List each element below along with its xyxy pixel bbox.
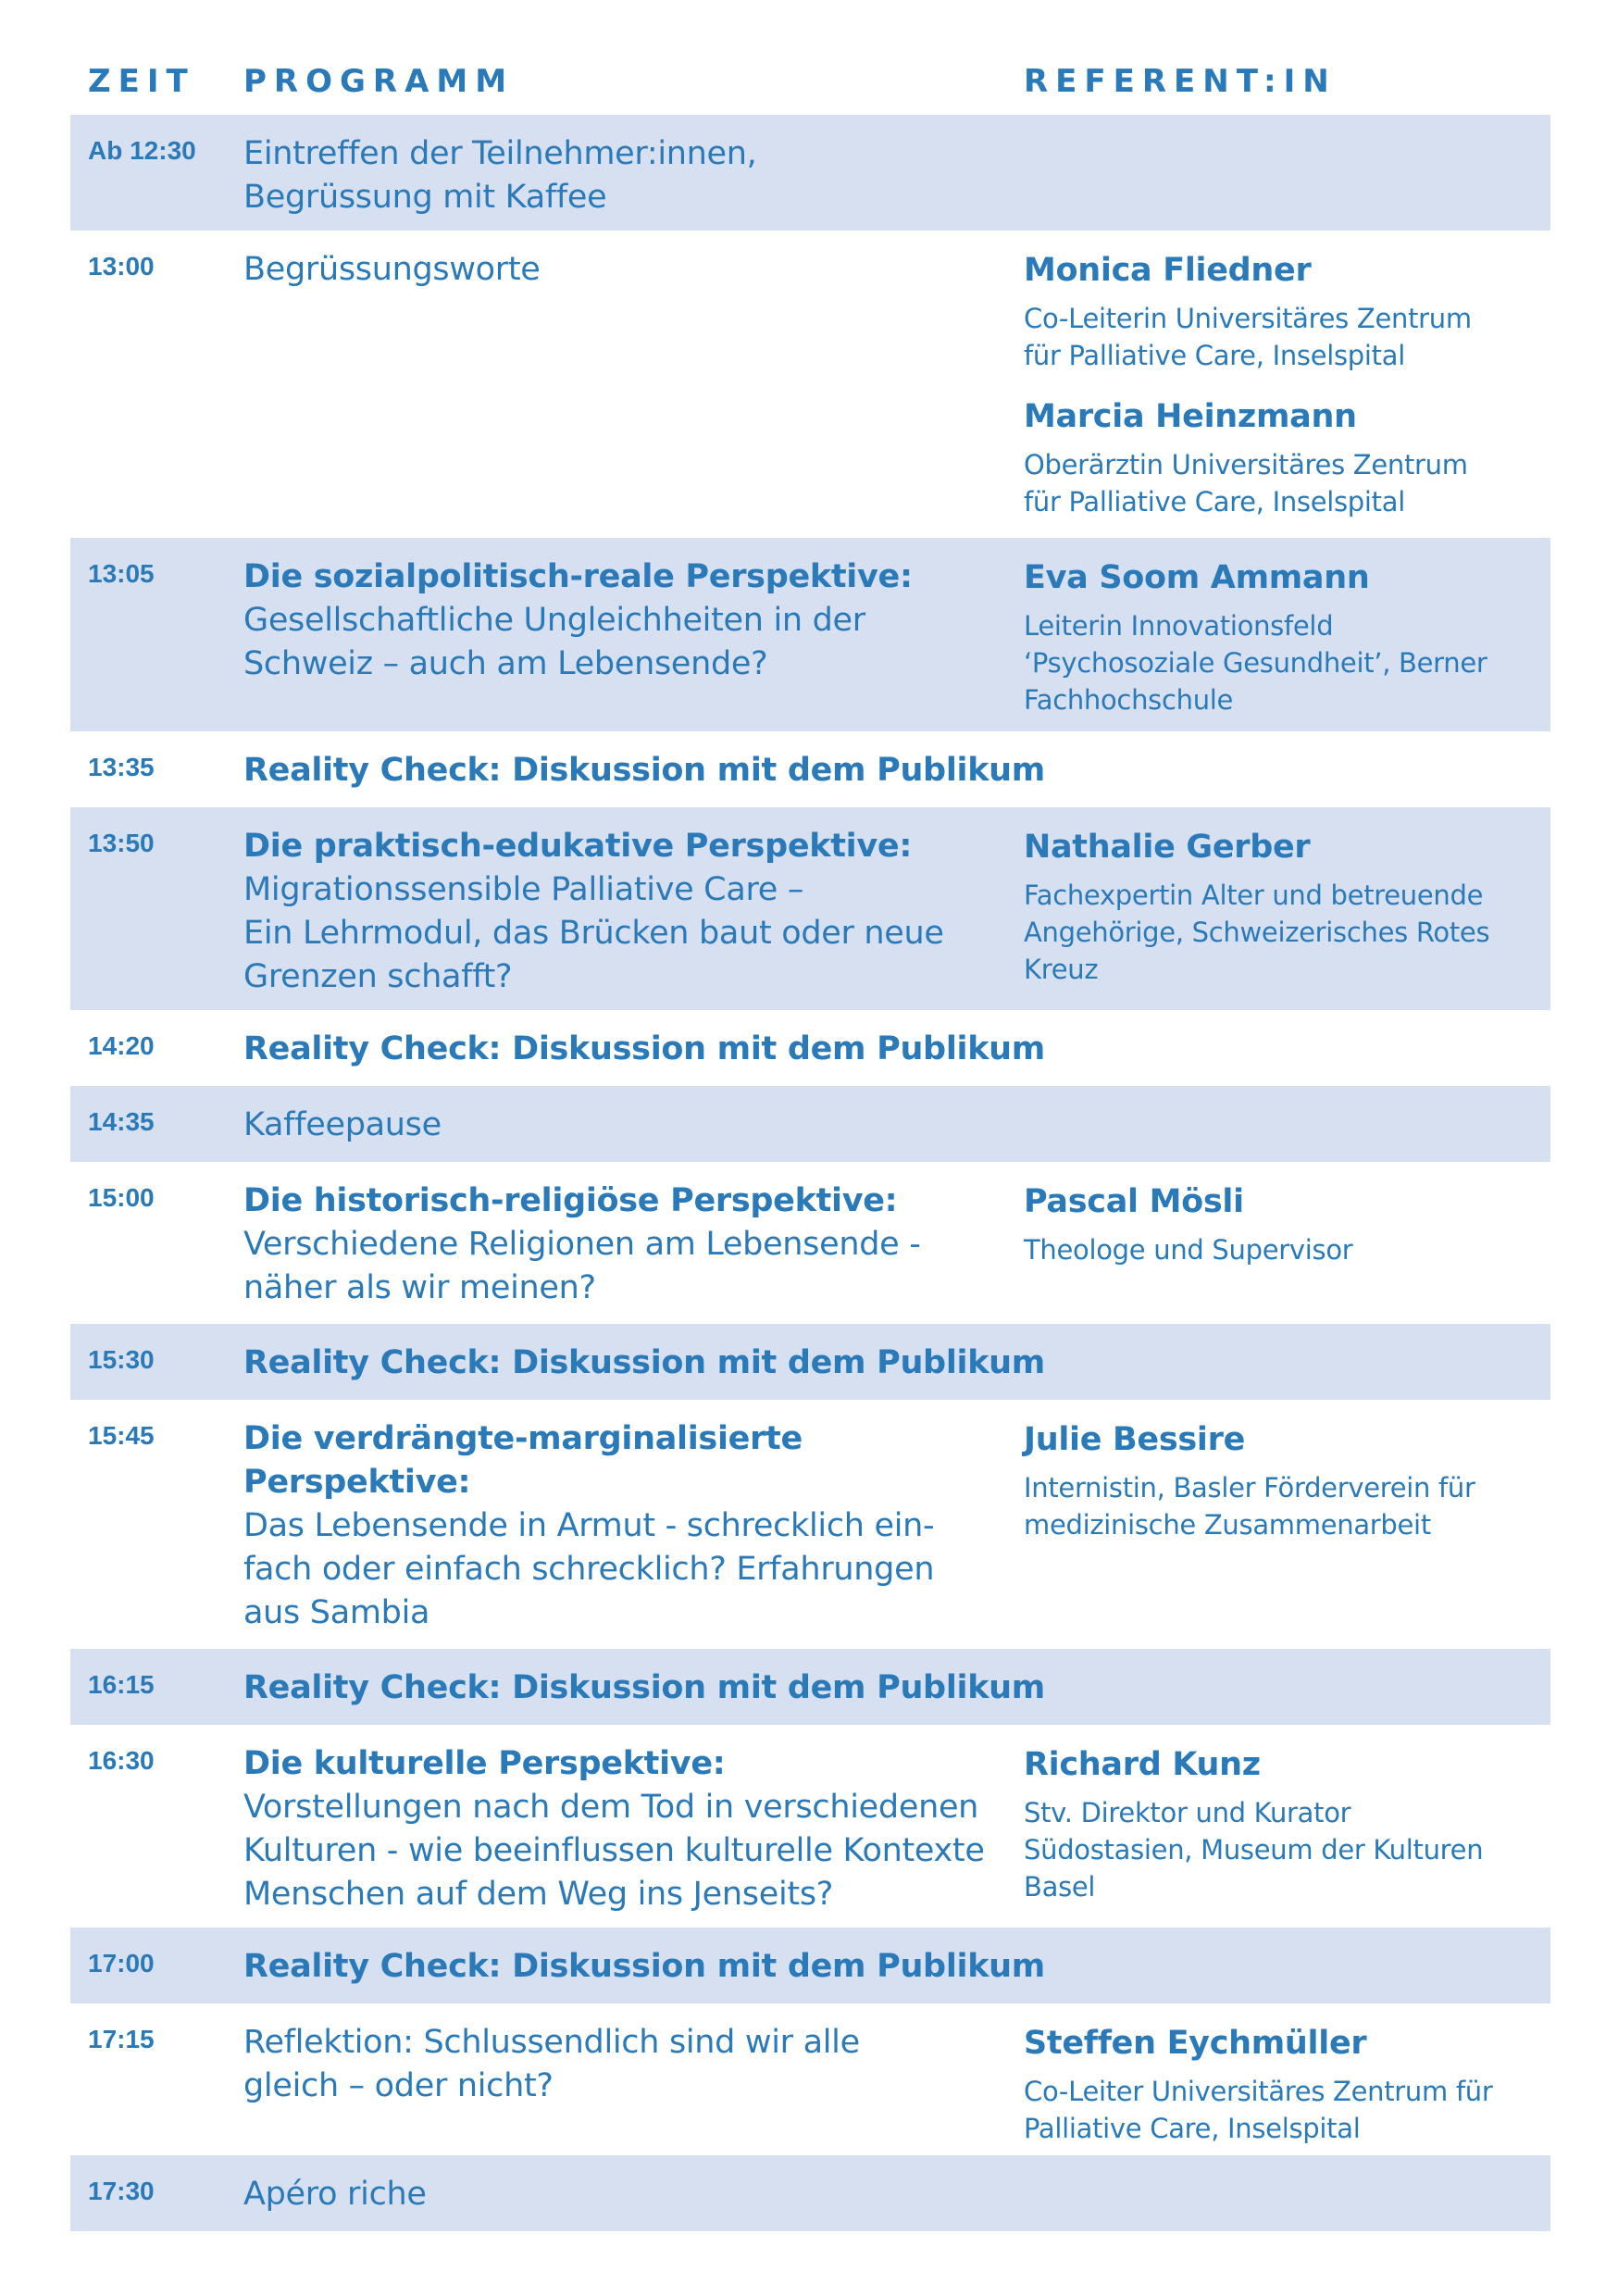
speaker <box>1024 248 1542 374</box>
session-title: Reality Check: Diskussion mit dem Publikum <box>243 1669 1045 1706</box>
program-cell <box>243 1028 1077 1071</box>
speaker-name: Monica Fliedner <box>1024 252 1312 289</box>
time-cell: 15:45 <box>88 1421 155 1450</box>
speaker-role: Fachexpertin Alter und betreuende Angehörige, Schweizerisches Rotes Kreuz <box>1024 880 1490 985</box>
schedule-row <box>70 231 1550 538</box>
speaker-cell <box>1024 555 1542 739</box>
program-cell <box>243 749 1077 792</box>
time-cell: 13:05 <box>88 559 155 588</box>
speaker-role: Leiterin Innovationsfeld ‘Psychosoziale Gesundheit’, Berner Fachhochschule <box>1024 610 1487 716</box>
program-cell <box>243 248 1077 292</box>
time-cell: Ab 12:30 <box>88 136 196 165</box>
speaker <box>1024 825 1542 988</box>
header-zeit: ZEIT <box>88 63 195 100</box>
schedule-row <box>70 1725 1550 1928</box>
speaker-cell <box>1024 825 1542 1008</box>
header-programm: PROGRAMM <box>243 63 515 100</box>
time-cell: 15:30 <box>88 1345 155 1374</box>
program-cell <box>243 1104 1077 1147</box>
schedule-row <box>70 1010 1550 1086</box>
session-description: Reflektion: Schlussendlich sind wir alle gleich – oder nicht? <box>243 2024 860 2104</box>
schedule-row <box>70 115 1550 231</box>
speaker-role: Internistin, Basler Förderverein für medizinische Zusammenarbeit <box>1024 1472 1475 1541</box>
speaker-role: Co-Leiterin Universitäres Zentrum für Palliative Care, Inselspital <box>1024 303 1472 371</box>
program-cell <box>243 825 1077 999</box>
session-title: Die verdrängte-marginalisierte Perspektive: <box>243 1420 803 1501</box>
schedule-row <box>70 538 1550 731</box>
time-cell: 17:30 <box>88 2177 155 2205</box>
time-cell: 17:00 <box>88 1949 155 1978</box>
speaker-cell <box>1024 1179 1542 1289</box>
time-cell: 13:00 <box>88 252 155 281</box>
speaker-name: Marcia Heinzmann <box>1024 398 1357 435</box>
time-cell: 13:50 <box>88 829 155 857</box>
session-title: Reality Check: Diskussion mit dem Publikum <box>243 1030 1045 1067</box>
speaker-cell <box>1024 1417 1542 1564</box>
time-cell: 14:20 <box>88 1031 155 1060</box>
time-cell: 14:35 <box>88 1107 155 1136</box>
speaker <box>1024 555 1542 718</box>
program-cell <box>243 2021 1077 2108</box>
program-cell <box>243 1341 1077 1385</box>
program-cell <box>243 132 1077 219</box>
speaker-cell <box>1024 1742 1542 1926</box>
header-referent: REFERENT:IN <box>1024 63 1337 100</box>
time-cell: 17:15 <box>88 2025 155 2053</box>
session-description: Apéro riche <box>243 2176 427 2213</box>
speaker-name: Pascal Mösli <box>1024 1183 1244 1220</box>
schedule-row <box>70 1928 1550 2003</box>
session-description: Migrationssensible Palliative Care – Ein Lehrmodul, das Brücken baut oder neue Grenzen schafft? <box>243 871 944 995</box>
speaker-role: Oberärztin Universitäres Zentrum für Palliative Care, Inselspital <box>1024 449 1468 518</box>
program-cell <box>243 1742 1077 1916</box>
speaker-name: Nathalie Gerber <box>1024 829 1311 866</box>
schedule-row <box>70 807 1550 1010</box>
session-title: Reality Check: Diskussion mit dem Publikum <box>243 752 1045 789</box>
schedule-row <box>70 731 1550 807</box>
speaker-role: Stv. Direktor und Kurator Südostasien, Museum der Kulturen Basel <box>1024 1797 1484 1903</box>
session-description: Verschiedene Religionen am Lebensende - näher als wir meinen? <box>243 1226 921 1306</box>
speaker-name: Eva Soom Ammann <box>1024 559 1370 596</box>
program-cell <box>243 555 1077 686</box>
program-cell <box>243 1666 1077 1710</box>
speaker-cell <box>1024 2021 1542 2167</box>
schedule-row <box>70 1324 1550 1400</box>
program-cell <box>243 1179 1077 1310</box>
speaker-cell <box>1024 248 1542 541</box>
program-cell <box>243 1417 1077 1635</box>
time-cell: 15:00 <box>88 1183 155 1212</box>
session-description: Vorstellungen nach dem Tod in verschiedenen Kulturen - wie beeinflussen kulturelle Kontexte Menschen auf dem Weg ins Jenseits? <box>243 1789 985 1913</box>
schedule-row <box>70 1400 1550 1649</box>
session-title: Die sozialpolitisch-reale Perspektive: <box>243 558 913 595</box>
schedule-row <box>70 2155 1550 2231</box>
session-description: Gesellschaftliche Ungleichheiten in der Schweiz – auch am Lebensende? <box>243 602 865 682</box>
time-cell: 16:30 <box>88 1746 155 1775</box>
schedule-row <box>70 2003 1550 2155</box>
session-description: Das Lebensende in Armut - schrecklich ein- fach oder einfach schrecklich? Erfahrungen aus Sambia <box>243 1507 935 1631</box>
speaker <box>1024 2021 1542 2147</box>
schedule-row <box>70 1649 1550 1725</box>
program-cell <box>243 2173 1077 2216</box>
session-description: Kaffeepause <box>243 1106 442 1143</box>
session-description: Eintreffen der Teilnehmer:innen, Begrüssung mit Kaffee <box>243 135 757 216</box>
session-description: Begrüssungsworte <box>243 251 541 288</box>
speaker <box>1024 1742 1542 1905</box>
session-title: Die historisch-religiöse Perspektive: <box>243 1182 898 1219</box>
speaker-role: Co-Leiter Universitäres Zentrum für Palliative Care, Inselspital <box>1024 2076 1493 2144</box>
program-cell <box>243 1945 1077 1989</box>
session-title: Reality Check: Diskussion mit dem Publikum <box>243 1344 1045 1381</box>
time-cell: 13:35 <box>88 753 155 781</box>
speaker-name: Steffen Eychmüller <box>1024 2025 1367 2062</box>
session-title: Reality Check: Diskussion mit dem Publikum <box>243 1948 1045 1985</box>
speaker-role: Theologe und Supervisor <box>1024 1234 1353 1266</box>
session-title: Die kulturelle Perspektive: <box>243 1745 726 1782</box>
speaker <box>1024 1179 1542 1268</box>
session-title: Die praktisch-edukative Perspektive: <box>243 828 913 865</box>
speaker-name: Richard Kunz <box>1024 1746 1261 1783</box>
speaker-name: Julie Bessire <box>1024 1421 1246 1458</box>
speaker <box>1024 394 1542 520</box>
schedule-row <box>70 1162 1550 1324</box>
speaker <box>1024 1417 1542 1543</box>
time-cell: 16:15 <box>88 1670 155 1699</box>
schedule-row <box>70 1086 1550 1162</box>
